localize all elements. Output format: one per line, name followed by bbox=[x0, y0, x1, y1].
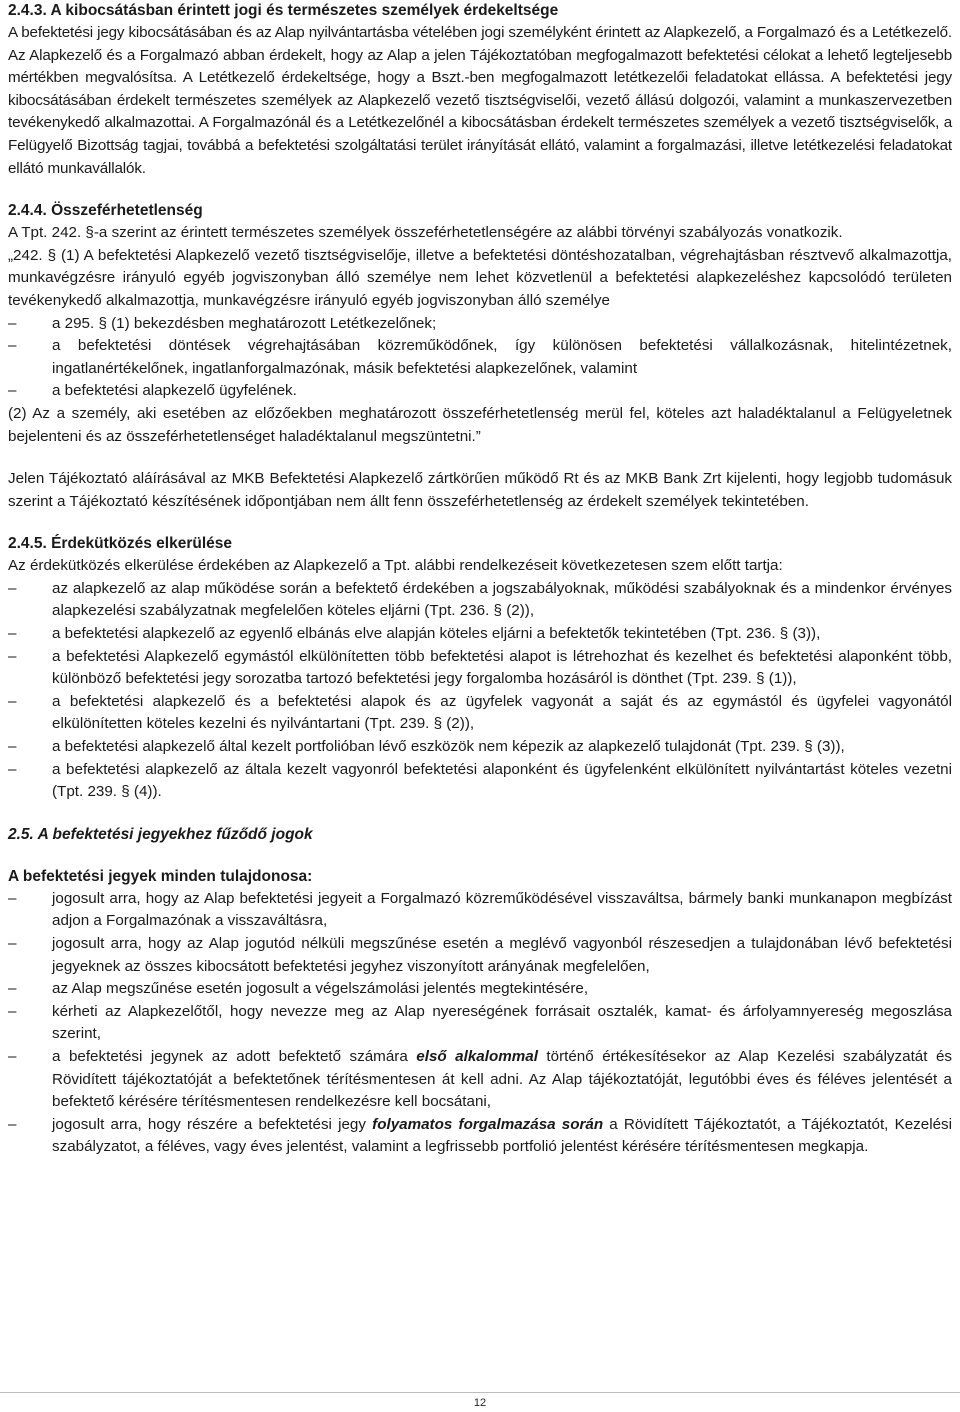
section-244-intro: A Tpt. 242. §-a szerint az érintett természetes személyek összeférhetetlenségére az alábbi törvényi szabályozás vonatkozik. bbox=[8, 224, 843, 242]
list-item: – a befektetési alapkezelő az egyenlő elbánás elve alapján köteles eljárni a befektetők tekintetében (Tpt. 236. § (3)), bbox=[8, 623, 952, 646]
section-244-quote-start: „242. § (1) A befektetési Alapkezelő vezető tisztségviselője, illetve a befektetési döntéshozatalban, végrehajtásban résztvevő alkalmazottja, munkavégzésre irányuló egyéb jogviszonyban álló személye nem lehet közvetlenül a befektetési alapkezeléshez kapcsolódó területen tevékenykedő alkalmazottja, munkavégzésre irányuló egyéb jogviszonyban álló személye bbox=[8, 246, 952, 309]
page-number: 12 bbox=[473, 1397, 487, 1409]
list-item: – jogosult arra, hogy az Alap befektetési jegyeit a Forgalmazó közreműködésével visszaváltsa, bármely banki munkanapon megbízást adjon a Forgalmazónak a visszaváltásra, bbox=[8, 888, 952, 933]
emphasis-first-time: első alkalommal bbox=[416, 1047, 538, 1065]
section-25-heading: 2.5. A befektetési jegyekhez fűződő jogok bbox=[8, 825, 313, 843]
list-item: – a befektetési jegynek az adott befektető számára első alkalommal történő értékesítésekor az Alap Kezelési szabályzatát és Rövidített tájékoztatóját a befektetőnek térítésmentesen át kell adni. Az Alap tájékoztatóját, legutóbbi éves és féléves jelentését a befektető kérésére térítésmentesen rendelkezésre kell bocsátani, bbox=[8, 1046, 952, 1114]
section-244-declaration: Jelen Tájékoztató aláírásával az MKB Befektetési Alapkezelő zártkörűen működő Rt és az MKB Bank Zrt kijelenti, hogy legjobb tudomásuk szerint a Tájékoztató készítésének időpontjában nem állt fenn összeférhetetlenség az érdekelt személyek tekintetében. bbox=[8, 470, 952, 510]
section-244-heading: 2.4.4. Összeférhetetlenség bbox=[8, 202, 203, 220]
section-244-quote-end: (2) Az a személy, aki esetében az előzőekben meghatározott összeférhetetlenség merül fel, köteles azt haladéktalanul a Felügyeletnek bejelenteni és az összeférhetetlenséget haladéktalanul megszüntetni.” bbox=[8, 404, 952, 445]
list-item: – a befektetési alapkezelő által kezelt portfolióban lévő eszközök nem képezik az alapkezelő tulajdonát (Tpt. 239. § (3)), bbox=[8, 736, 952, 759]
section-244-list bbox=[8, 313, 952, 403]
footer-divider bbox=[0, 1392, 960, 1393]
list-item: – a befektetési döntések végrehajtásában közreműködőnek, így különösen befektetési vállalkozásnak, hitelintézetnek, ingatlanértékelőnek, ingatlanforgalmazónak, másik befektetési alapkezelőnek, valamint bbox=[8, 335, 952, 380]
list-item: – kérheti az Alapkezelőtől, hogy nevezze meg az Alap nyereségének forrásait osztalék, kamat- és árfolyamnyereség megoszlása szerint, bbox=[8, 1001, 952, 1046]
list-item: – a befektetési Alapkezelő egymástól elkülönítetten több befektetési alapot is létrehozhat és kezelhet és befektetési alaponként több, különböző befektetési jegy sorozatba tartozó befektetési jegy forgalomba hozásáról is dönthet (Tpt. 239. § (1)), bbox=[8, 646, 952, 691]
list-item: – a 295. § (1) bekezdésben meghatározott Letétkezelőnek; bbox=[8, 313, 952, 336]
section-245-heading: 2.4.5. Érdekütközés elkerülése bbox=[8, 535, 233, 553]
list-item: – az Alap megszűnése esetén jogosult a végelszámolási jelentés megtekintésére, bbox=[8, 978, 952, 1001]
list-item: – az alapkezelő az alap működése során a befektető érdekében a jogszabályoknak, működési szabályoknak és a mindenkor érvényes alapkezelési szabályzatnak megfelelően köteles eljárni (Tpt. 236. § (2)), bbox=[8, 578, 952, 623]
section-243-heading: 2.4.3. A kibocsátásban érintett jogi és természetes személyek érdekeltsége bbox=[8, 2, 559, 19]
emphasis-continuous-distribution: folyamatos forgalmazása során bbox=[372, 1115, 604, 1133]
list-item: – a befektetési alapkezelő és a befektetési alapok és az ügyfelek vagyonát a saját és az egymástól és ügyfelei vagyonától elkülönítetten köteles kezelni és nyilvántartani (Tpt. 239. § (2)), bbox=[8, 691, 952, 736]
list-item: – jogosult arra, hogy az Alap jogutód nélküli megszűnése esetén a meglévő vagyonból részesedjen a tulajdonában lévő befektetési jegyeknek az összes kibocsátott befektetési jegyhez viszonyított arányának megfelelően, bbox=[8, 933, 952, 978]
owners-heading: A befektetési jegyek minden tulajdonosa: bbox=[8, 867, 313, 885]
section-243-paragraph: A befektetési jegy kibocsátásában és az Alap nyilvántartásba vételében jogi személyként érintett az Alapkezelő, a Forgalmazó és a Letétkezelő. Az Alapkezelő és a Forgalmazó abban érdekelt, hogy az Alap a jelen Tájékoztatóban megfogalmazott befektetési célokat a lehető legteljesebb mértékben megvalósítsa. A Letétkezelő érdekeltsége, hogy a Bszt.-ben megfogalmazott letétkezelői feladatokat ellássa. A befektetési jegy kibocsátásában érdekelt természetes személyek az Alapkezelő vezető tisztségviselői, vezető állású dolgozói, valamint a munkaszervezetben tevékenykedő alkalmazottai. A Forgalmazónál és a Letétkezelőnél a kibocsátásban érdekelt természetes személyek a vezető tisztségviselők, a Felügyelő Bizottság tagjai, továbbá a befektetési szolgáltatási terület irányítását ellátó, valamint a forgalmazási, illetve letétkezelési feladatokat ellátó munkavállalók. bbox=[8, 24, 952, 177]
list-item: – a befektetési alapkezelő ügyfelének. bbox=[8, 380, 952, 403]
owners-rights-list bbox=[8, 888, 952, 1159]
section-245-list bbox=[8, 578, 952, 804]
list-item: – jogosult arra, hogy részére a befektetési jegy folyamatos forgalmazása során a Rövidített Tájékoztatót, a Tájékoztatót, Kezelési szabályzatot, a féléves, vagy éves jelentést, valamint a legfrissebb portfolió jelentést kérésére térítésmentesen megkapja. bbox=[8, 1114, 952, 1159]
list-item: – a befektetési alapkezelő az általa kezelt vagyonról befektetési alaponként és ügyfelenként elkülönített nyilvántartást köteles vezetni (Tpt. 239. § (4)). bbox=[8, 759, 952, 804]
section-245-intro: Az érdekütközés elkerülése érdekében az Alapkezelő a Tpt. alábbi rendelkezéseit következetesen szem előtt tartja: bbox=[8, 557, 783, 575]
